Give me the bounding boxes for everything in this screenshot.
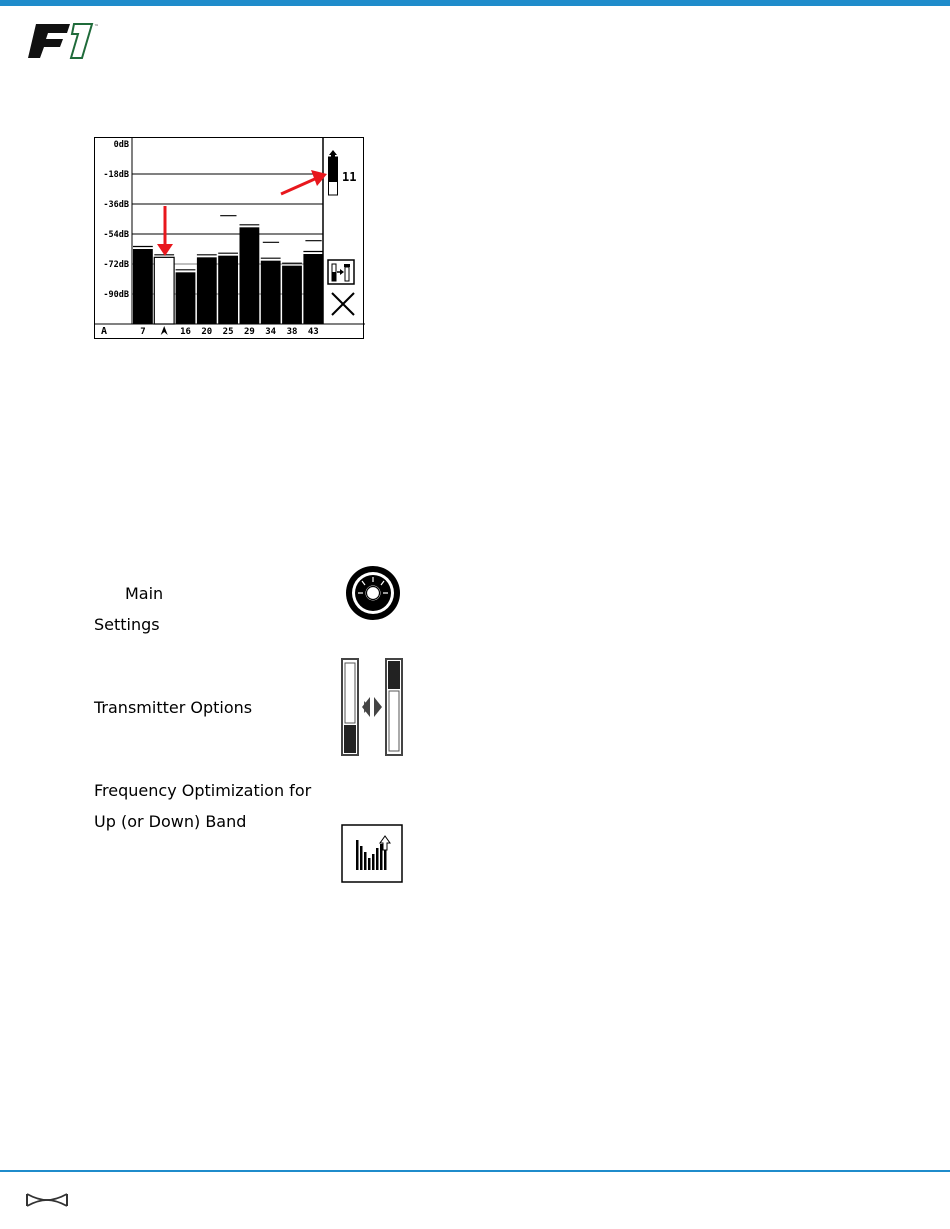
channel-label: 20	[201, 327, 213, 337]
dci-logo	[24, 1190, 70, 1210]
db-label: -36dB	[103, 200, 129, 210]
selected-channel-bar	[154, 257, 174, 324]
band-label: A	[101, 326, 108, 337]
channel-bar	[303, 254, 323, 324]
db-label: -72dB	[103, 260, 129, 270]
db-label: -54dB	[103, 230, 129, 240]
channel-bar	[218, 256, 238, 324]
main-settings-dial-icon	[341, 563, 409, 623]
channel-bar	[240, 227, 260, 324]
channel-bar	[261, 261, 281, 324]
channel-bar	[282, 266, 302, 324]
channel-label: 7	[140, 327, 146, 337]
channel-label: 29	[243, 327, 255, 337]
frequency-optimization-label-2: Up (or Down) Band	[94, 812, 247, 831]
close-icon[interactable]	[332, 293, 354, 315]
channel-label: 34	[265, 327, 277, 337]
main-settings-label-2: Settings	[94, 615, 160, 634]
header-rule	[0, 0, 950, 6]
main-settings-label-1: Main	[125, 584, 164, 603]
channel-label: 25	[222, 327, 234, 337]
selected-channel-arrow	[157, 206, 173, 256]
frequency-chart	[95, 138, 365, 340]
channel-label: 16	[180, 327, 191, 337]
frequency-optimization-screen	[94, 137, 364, 339]
db-label: -90dB	[103, 290, 129, 300]
transmitter-options-large-icon	[340, 657, 406, 757]
svg-text:™: ™	[94, 24, 99, 30]
transmitter-options-label: Transmitter Options	[94, 698, 253, 717]
frequency-optimization-icon	[341, 824, 403, 884]
channel-label: 43	[307, 327, 319, 337]
f1-logo	[26, 20, 106, 62]
db-label: 0dB	[113, 140, 129, 150]
channel-bar	[176, 272, 196, 324]
transmitter-options-icon[interactable]	[328, 260, 354, 284]
channel-bar	[197, 257, 217, 324]
footer-rule	[0, 1170, 950, 1172]
channel-label: 38	[286, 327, 298, 337]
frequency-optimization-label-1: Frequency Optimization for	[94, 781, 312, 800]
channel-bar	[133, 249, 153, 324]
selected-channel-pointer-icon	[161, 326, 168, 335]
power-level-value: 11	[342, 170, 357, 184]
power-level-meter	[329, 150, 338, 195]
db-label: -18dB	[103, 170, 129, 180]
